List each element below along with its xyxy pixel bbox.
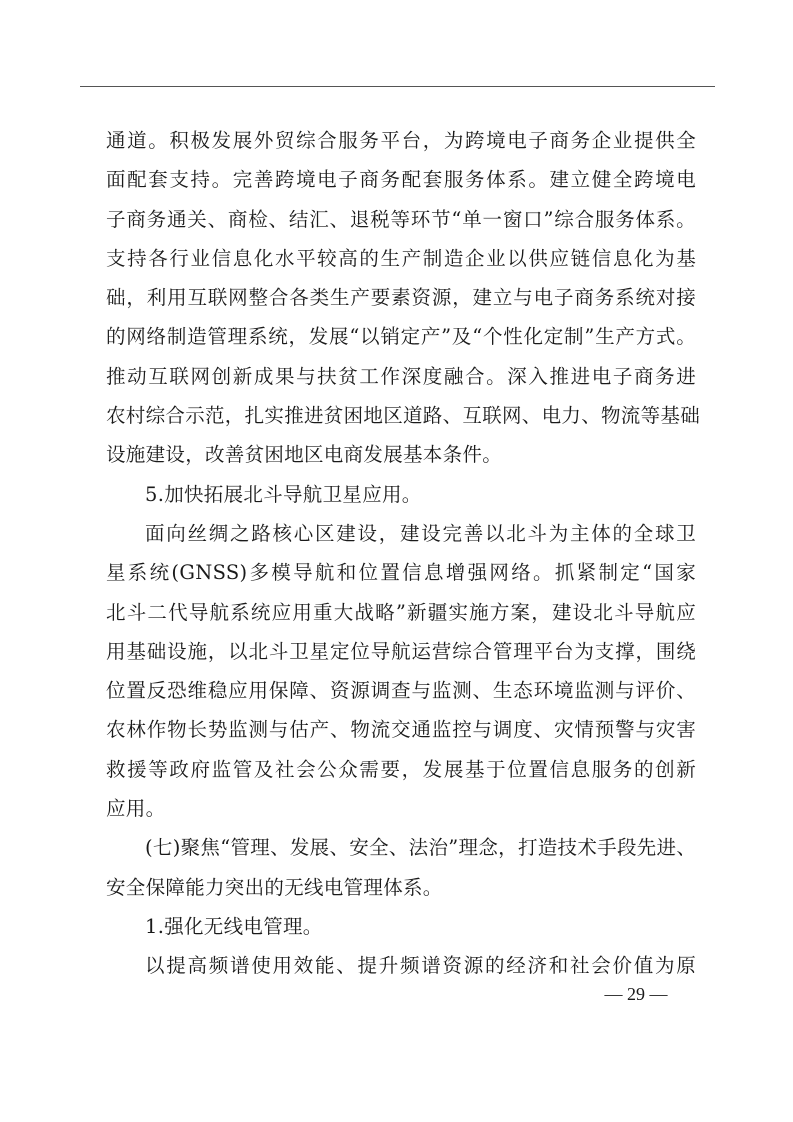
section-heading: (七)聚焦“管理、发展、安全、法治”理念，打造技术手段先进、 xyxy=(145,836,697,860)
section-heading: 安全保障能力突出的无线电管理体系。 xyxy=(106,875,443,899)
paragraph-line: 以提高频谱使用效能、提升频谱资源的经济和社会价值为原 xyxy=(145,954,696,978)
paragraph-line: 面向丝绸之路核心区建设，建设完善以北斗为主体的全球卫 xyxy=(145,521,696,545)
paragraph-line: 位置反恐维稳应用保障、资源调查与监测、生态环境监测与评价、 xyxy=(106,679,696,703)
paragraph-line: 农村综合示范，扎实推进贫困地区道路、互联网、电力、物流等基础 xyxy=(106,404,701,428)
paragraph-line: 农林作物长势监测与估产、物流交通监控与调度、灾情预警与灾害 xyxy=(106,718,696,742)
paragraph-line: 救援等政府监管及社会公众需要，发展基于位置信息服务的创新 xyxy=(106,757,696,781)
paragraph-line: 的网络制造管理系统，发展“以销定产”及“个性化定制”生产方式。 xyxy=(106,325,696,349)
paragraph-line: 设施建设，改善贫困地区电商发展基本条件。 xyxy=(106,443,503,467)
paragraph-line: 通道。积极发展外贸综合服务平台，为跨境电子商务企业提供全 xyxy=(106,129,696,152)
paragraph-line: 推动互联网创新成果与扶贫工作深度融合。深入推进电子商务进 xyxy=(106,364,696,388)
header-rule xyxy=(80,86,715,87)
page-number: — 29 — xyxy=(604,984,668,1004)
paragraph-line: 础，利用互联网整合各类生产要素资源，建立与电子商务系统对接 xyxy=(106,286,696,310)
paragraph-line: 星系统(GNSS)多模导航和位置信息增强网络。抓紧制定“国家 xyxy=(106,561,696,585)
paragraph-line: 子商务通关、商检、结汇、退税等环节“单一窗口”综合服务体系。 xyxy=(106,207,696,231)
paragraph-line: 应用。 xyxy=(106,797,166,821)
paragraph-line: 用基础设施，以北斗卫星定位导航运营综合管理平台为支撑，围绕 xyxy=(106,639,696,663)
paragraph-line: 面配套支持。完善跨境电子商务配套服务体系。建立健全跨境电 xyxy=(106,168,696,192)
section-heading: 5.加快拓展北斗导航卫星应用。 xyxy=(145,482,422,506)
paragraph-line: 支持各行业信息化水平较高的生产制造企业以供应链信息化为基 xyxy=(106,246,696,270)
section-heading: 1.强化无线电管理。 xyxy=(145,914,323,938)
body-text xyxy=(106,121,701,986)
paragraph-line: 北斗二代导航系统应用重大战略”新疆实施方案，建设北斗导航应 xyxy=(106,600,696,624)
